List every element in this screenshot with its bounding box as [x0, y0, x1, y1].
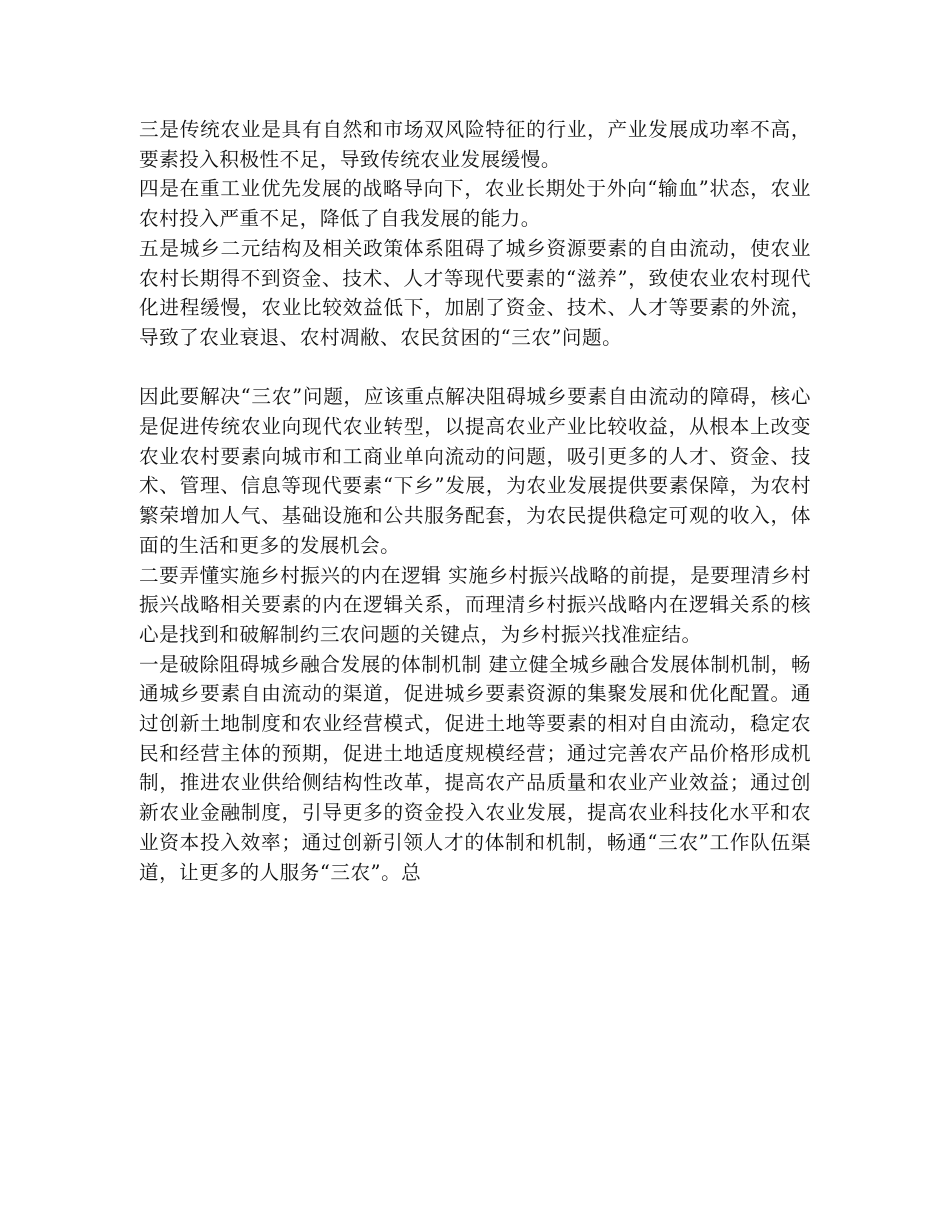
paragraph-1: 三是传统农业是具有自然和市场双风险特征的行业，产业发展成功率不高，要素投入积极性不足，导致传统农业发展缓慢。	[139, 118, 811, 171]
paragraph-3: 五是城乡二元结构及相关政策体系阻碍了城乡资源要素的自由流动，使农业农村长期得不到资金、技术、人才等现代要素的“滋养”，致使农业农村现代化进程缓慢，农业比较效益低下，加剧了资金、技术、人才等要素的外流，导致了农业衰退、农村凋敝、农民贫困的“三农”问题。	[139, 236, 811, 349]
paragraph-spacer	[139, 353, 811, 383]
paragraph-2: 四是在重工业优先发展的战略导向下，农业长期处于外向“输血”状态，农业农村投入严重不足，降低了自我发展的能力。	[139, 177, 811, 231]
paragraph-5: 二要弄懂实施乡村振兴的内在逻辑 实施乡村振兴战略的前提，是要理清乡村振兴战略相关要素的内在逻辑关系，而理清乡村振兴战略内在逻辑关系的核心是找到和破解制约三农问题的关键点，为乡村振兴找准症结。	[139, 563, 811, 646]
paragraph-6: 一是破除阻碍城乡融合发展的体制机制 建立健全城乡融合发展体制机制，畅通城乡要素自由流动的渠道，促进城乡要素资源的集聚发展和优化配置。通过创新土地制度和农业经营模式，促进土地等要素的相对自由流动，稳定农民和经营主体的预期，促进土地适度规模经营；通过完善农产品价格形成机制，推进农业供给侧结构性改革，提高农产品质量和农业产业效益；通过创新农业金融制度，引导更多的资金投入农业发展，提高农业科技化水平和农业资本投入效率；通过创新引领人才的体制和机制，畅通“三农”工作队伍渠道，让更多的人服务“三农”。总	[139, 652, 811, 884]
paragraph-4: 因此要解决“三农”问题，应该重点解决阻碍城乡要素自由流动的障碍，核心是促进传统农业向现代农业转型，以提高农业产业比较收益，从根本上改变农业农村要素向城市和工商业单向流动的问题，吸引更多的人才、资金、技术、管理、信息等现代要素“下乡”发展，为农业发展提供要素保障，为农村繁荣增加人气、基础设施和公共服务配套，为农民提供稳定可观的收入，体面的生活和更多的发展机会。	[139, 385, 811, 557]
document-body	[139, 115, 811, 887]
